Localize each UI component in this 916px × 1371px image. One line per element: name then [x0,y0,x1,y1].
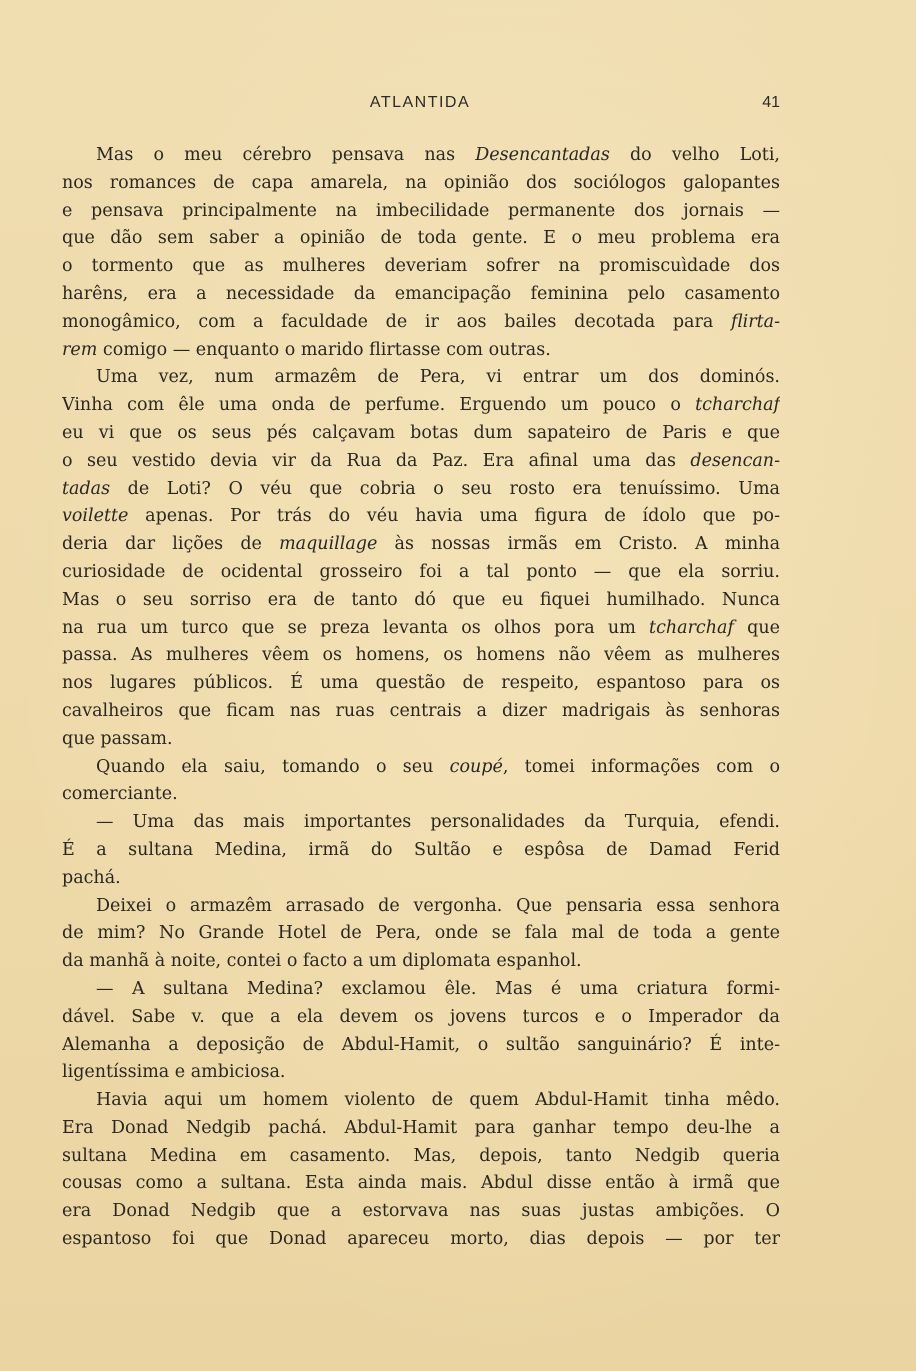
text-line: de mim? No Grande Hotel de Pera, onde se fala mal de toda a gente [62,923,780,944]
text-line: dável. Sabe v. que a ela devem os jovens turcos e o Imperador da [62,1006,780,1027]
text-line: na rua um turco que se preza levanta os olhos pora um tcharchaf que [62,617,780,638]
text-line: era Donad Nedgib que a estorvava nas suas justas ambições. O [62,1201,780,1222]
text-line: É a sultana Medina, irmã do Sultão e espôsa de Damad Ferid [62,839,780,860]
text-line: comerciante. [62,784,178,805]
text-line: Alemanha a deposição de Abdul-Hamit, o sultão sanguinário? É inte- [62,1034,780,1055]
text-line: Mas o seu sorriso era de tanto dó que eu fiquei humilhado. Nunca [62,589,780,610]
text-line: Havia aqui um homem violento de quem Abdul-Hamit tinha mêdo. [96,1090,780,1111]
text-line: que passam. [62,728,173,749]
text-line: eu vi que os seus pés calçavam botas dum sapateiro de Paris e que [62,422,780,443]
text-line: Quando ela saiu, tomando o seu coupé, tomei informações com o [96,756,780,777]
text-line: nos lugares públicos. É uma questão de respeito, espantoso para os [62,673,780,694]
running-head [60,94,780,116]
page-number: 41 [762,94,780,111]
text-line: — Uma das mais importantes personalidades da Turquia, efendi. [96,812,780,833]
text-line: passa. As mulheres vêem os homens, os homens não vêem as mulheres [62,645,780,666]
body-text [62,142,780,1254]
text-line: harêns, era a necessidade da emancipação feminina pelo casamento [62,283,780,304]
text-line: espantoso foi que Donad apareceu morto, dias depois — por ter [62,1229,780,1250]
text-line: Era Donad Nedgib pachá. Abdul-Hamit para ganhar tempo deu-lhe a [62,1117,780,1138]
text-line: deria dar lições de maquillage às nossas irmãs em Cristo. A minha [62,534,780,555]
text-line: da manhã à noite, contei o facto a um diplomata espanhol. [62,951,582,972]
text-line: pachá. [62,867,121,888]
text-line: curiosidade de ocidental grosseiro foi a tal ponto — que ela sorriu. [62,561,780,582]
text-line: rem comigo — enquanto o marido flirtasse com outras. [62,339,551,360]
running-title: ATLANTIDA [369,94,471,111]
text-line: Mas o meu cérebro pensava nas Desencantadas do velho Loti, [96,145,780,165]
text-line: — A sultana Medina? exclamou êle. Mas é uma criatura formi- [96,978,780,999]
text-line: voilette apenas. Por trás do véu havia uma figura de ídolo que po- [62,506,780,527]
text-line: Uma vez, num armazêm de Pera, vi entrar um dos dominós. [96,367,780,388]
text-line: monogâmico, com a faculdade de ir aos bailes decotada para flirta- [62,311,780,332]
text-line: nos romances de capa amarela, na opinião dos sociólogos galopantes [62,172,780,193]
text-line: cousas como a sultana. Esta ainda mais. Abdul disse então à irmã que [62,1173,780,1194]
text-line: Deixei o armazêm arrasado de vergonha. Que pensaria essa senhora [96,895,780,916]
text-line: ligentíssima e ambiciosa. [62,1062,286,1083]
text-line: cavalheiros que ficam nas ruas centrais a dizer madrigais às senhoras [62,700,780,721]
text-line: e pensava principalmente na imbecilidade permanente dos jornais — [62,200,780,221]
text-line: o seu vestido devia vir da Rua da Paz. Era afinal uma das desencan- [62,450,780,471]
text-line: o tormento que as mulheres deveriam sofrer na promiscuìdade dos [62,256,780,277]
text-line: Vinha com êle uma onda de perfume. Erguendo um pouco o tcharchaf [62,395,780,416]
text-line: sultana Medina em casamento. Mas, depois, tanto Nedgib queria [62,1145,780,1166]
text-line: que dão sem saber a opinião de toda gente. E o meu problema era [62,228,780,249]
text-line: tadas de Loti? O véu que cobria o seu rosto era tenuíssimo. Uma [62,478,780,499]
